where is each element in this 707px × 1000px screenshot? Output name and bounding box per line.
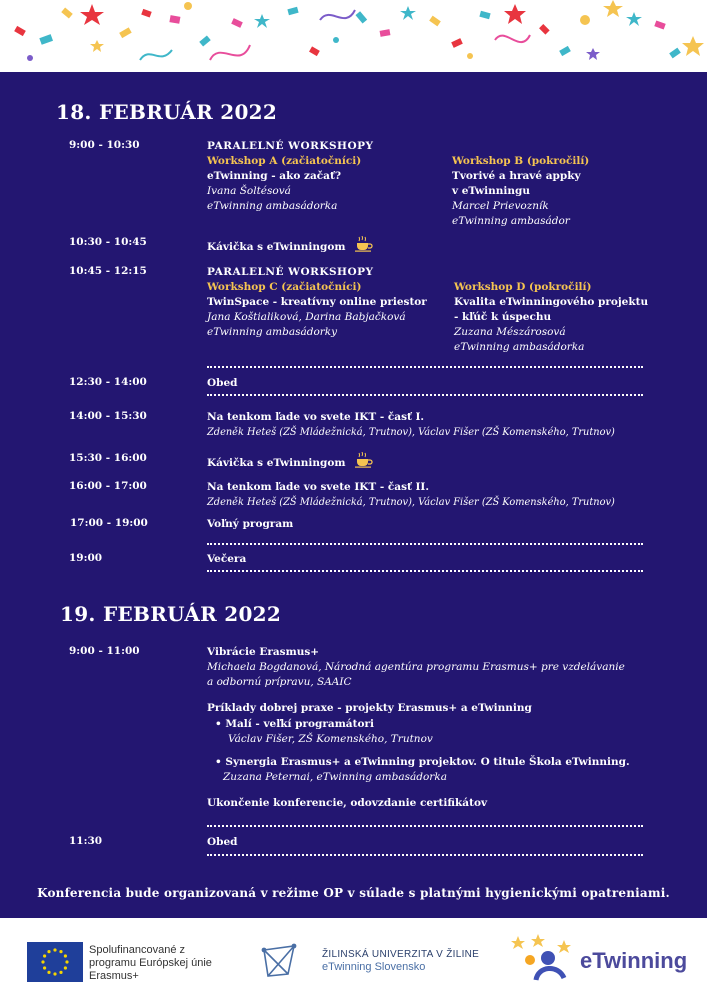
separator <box>207 394 643 396</box>
workshop-c-label: Workshop C (začiatočníci) <box>207 281 362 293</box>
confetti-header <box>0 0 707 72</box>
closing: Ukončenie konferencie, odovzdanie certifikátov <box>207 797 488 809</box>
session-title: Na tenkom ľade vo svete IKT - časť I. <box>207 411 425 423</box>
free-program: Voľný program <box>207 518 294 530</box>
workshop-d-speaker: Zuzana Mészárosová <box>454 326 566 338</box>
eu-logo <box>27 942 83 982</box>
list-item-title: Synergia Erasmus+ a eTwinning projektov. O titule Škola eTwinning. <box>225 756 630 768</box>
time-slot: 11:30 <box>69 835 103 847</box>
time-slot: 17:00 - 19:00 <box>70 517 148 529</box>
lunch: Obed <box>207 836 238 848</box>
eu-funding-text <box>89 944 212 983</box>
time-slot: 10:30 - 10:45 <box>69 236 147 248</box>
coffee-break <box>207 236 373 255</box>
session-heading: PARALELNÉ WORKSHOPY <box>207 266 374 278</box>
separator <box>207 570 643 572</box>
dinner: Večera <box>207 553 247 565</box>
workshop-a-label: Workshop A (začiatočníci) <box>207 155 362 167</box>
list-item-speaker: Zuzana Peternai, eTwinning ambasádorka <box>223 771 447 783</box>
workshop-c-role: eTwinning ambasádorky <box>207 326 338 338</box>
lunch: Obed <box>207 377 238 389</box>
coffee-cup-icon <box>355 452 373 468</box>
separator <box>207 366 643 368</box>
uniza-name: ŽILINSKÁ UNIVERZITA V ŽILINE <box>322 949 480 960</box>
day1-title: 18. FEBRUÁR 2022 <box>56 100 278 124</box>
session-speakers: Zdeněk Heteš (ZŠ Mládežnická, Trutnov), Václav Fišer (ZŠ Komenského, Trutnov) <box>207 497 615 508</box>
eu-line3: Erasmus+ <box>89 970 139 982</box>
workshop-d-label: Workshop D (pokročilí) <box>454 281 592 293</box>
session-speaker: Michaela Bogdanová, Národná agentúra programu Erasmus+ pre vzdelávanie <box>207 661 625 673</box>
time-slot: 19:00 <box>69 552 103 564</box>
session-title: Vibrácie Erasmus+ <box>207 646 320 658</box>
program-panel <box>0 72 707 918</box>
time-slot: 12:30 - 14:00 <box>69 376 147 388</box>
time-slot: 9:00 - 11:00 <box>69 645 140 657</box>
workshop-d-title: Kvalita eTwinningového projektu <box>454 296 649 308</box>
uniza-logo-icon <box>258 940 300 982</box>
etwinning-logo-icon <box>508 934 580 988</box>
session-title: Na tenkom ľade vo svete IKT - časť II. <box>207 481 429 493</box>
etwinning-wordmark: eTwinning <box>580 948 688 973</box>
session-speaker-line2: a odbornú prípravu, SAAIC <box>207 676 352 688</box>
workshop-a-role: eTwinning ambasádorka <box>207 200 338 212</box>
eu-line1: Spolufinancované z <box>89 944 186 956</box>
workshop-b-speaker: Marcel Prievozník <box>452 200 549 212</box>
hygiene-note: Konferencia bude organizovaná v režime OP v súlade s platnými hygienickými opatreniami. <box>37 886 670 900</box>
time-slot: 14:00 - 15:30 <box>69 410 147 422</box>
workshop-c-title: TwinSpace - kreatívny online priestor <box>207 296 427 308</box>
time-slot: 9:00 - 10:30 <box>69 139 140 151</box>
time-slot: 10:45 - 12:15 <box>69 265 147 277</box>
workshop-b-label: Workshop B (pokročilí) <box>452 155 590 167</box>
workshop-a-speaker: Ivana Šoltésová <box>207 185 291 197</box>
list-item-title: Malí - veľkí programátori <box>225 718 374 730</box>
coffee-break-label: Kávička s eTwinningom <box>207 457 346 469</box>
session-heading: PARALELNÉ WORKSHOPY <box>207 140 374 152</box>
list-item-speaker: Václav Fišer, ZŠ Komenského, Trutnov <box>228 733 433 745</box>
time-slot: 16:00 - 17:00 <box>69 480 147 492</box>
session-speakers: Zdeněk Heteš (ZŠ Mládežnická, Trutnov), Václav Fišer (ZŠ Komenského, Trutnov) <box>207 427 615 438</box>
day2-title: 19. FEBRUÁR 2022 <box>60 602 282 626</box>
practice-title: Príklady dobrej praxe - projekty Erasmus+ a eTwinning <box>207 702 532 714</box>
uniza-etwinning: eTwinning Slovensko <box>322 961 426 973</box>
coffee-break <box>207 452 373 471</box>
workshop-d-role: eTwinning ambasádorka <box>454 341 585 353</box>
workshop-c-speaker: Jana Koštialiková, Darina Babjačková <box>207 311 406 323</box>
logos-footer <box>0 918 707 1000</box>
workshop-b-title-line2: v eTwinningu <box>452 185 530 197</box>
bullet-icon: • <box>215 756 226 768</box>
eu-line2: programu Európskej únie <box>89 957 212 969</box>
separator <box>207 825 643 827</box>
time-slot: 15:30 - 16:00 <box>69 452 147 464</box>
list-item <box>215 717 374 732</box>
workshop-b-title: Tvorivé a hravé appky <box>452 170 581 182</box>
separator <box>207 543 643 545</box>
workshop-a-title: eTwinning - ako začať? <box>207 170 341 182</box>
workshop-d-title-line2: - kľúč k úspechu <box>454 311 552 323</box>
list-item <box>215 755 630 770</box>
coffee-break-label: Kávička s eTwinningom <box>207 241 346 253</box>
eu-flag-icon <box>27 942 83 982</box>
coffee-cup-icon <box>355 236 373 252</box>
workshop-b-role: eTwinning ambasádor <box>452 215 570 227</box>
separator <box>207 854 643 856</box>
bullet-icon: • <box>215 718 226 730</box>
